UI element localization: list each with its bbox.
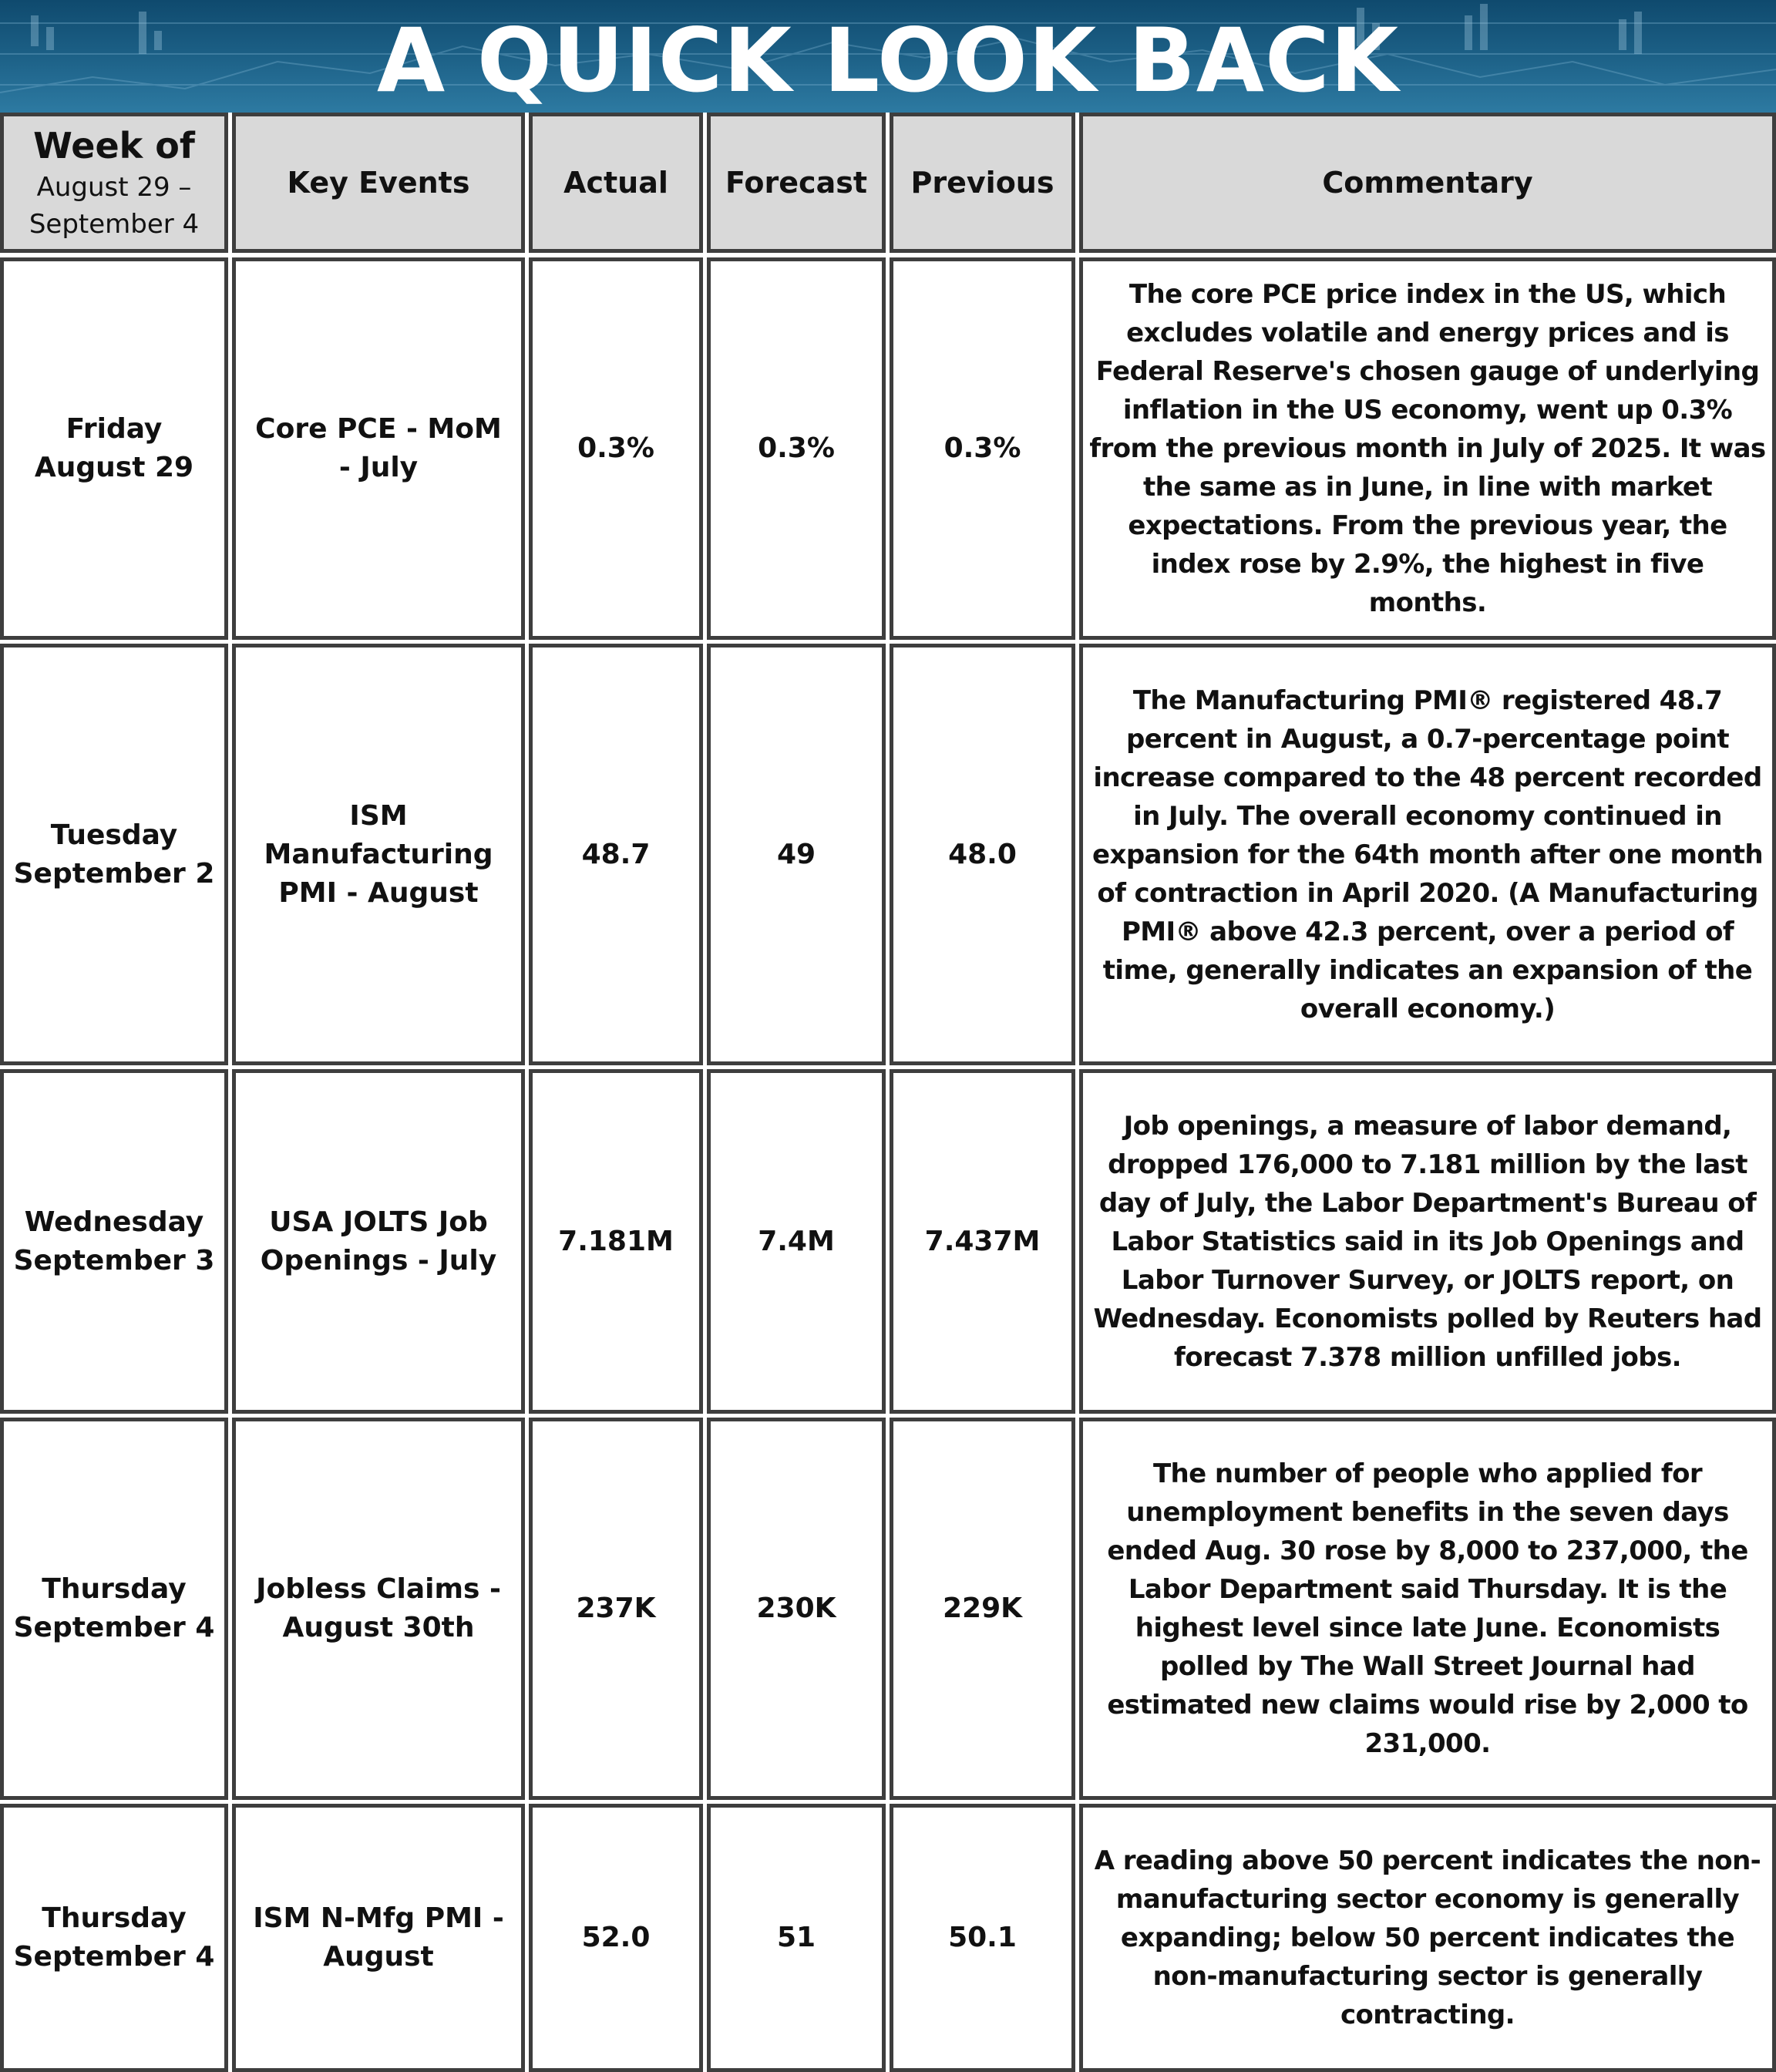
header-commentary (1079, 113, 1776, 253)
table-row-commentary-cell (1079, 1418, 1776, 1800)
row-previous: 0.3% (944, 432, 1021, 464)
row-actual: 52.0 (581, 1922, 651, 1953)
key-events-label: Key Events (287, 166, 470, 200)
row-forecast: 230K (756, 1593, 836, 1624)
table-row-previous-cell (890, 1804, 1075, 2072)
row-event: Core PCE - MoM - July (255, 413, 502, 483)
table-row-previous-cell (890, 644, 1075, 1065)
row-commentary: The number of people who applied for unemployment benefits in the seven days ended Aug. 30 rose by 8,000 to 237,000, the Labor Department said Thursday. It is the highest level since late June. Economists polled by The Wall Street Journal had estimated new claims would rise by 2,000 to 231,000. (1107, 1458, 1748, 1759)
row-day: Thursday (42, 1902, 187, 1934)
table-row-forecast-cell (707, 257, 886, 640)
table-row-actual-cell (529, 1069, 703, 1414)
row-date: September 3 (13, 1244, 215, 1276)
table-row-previous-cell (890, 257, 1075, 640)
table-row-actual-cell (529, 644, 703, 1065)
row-previous: 50.1 (948, 1922, 1017, 1953)
row-commentary: The Manufacturing PMI® registered 48.7 percent in August, a 0.7-percentage point increase compared to the 48 percent recorded in July. The overall economy continued in expansion for the 64th month after one month of contraction in April 2020. (A Manufacturing PMI® above 42.3 percent, over a period of time, generally indicates an expansion of the overall economy.) (1092, 684, 1763, 1024)
previous-label: Previous (910, 166, 1054, 200)
row-date: September 4 (13, 1941, 215, 1973)
header-forecast (707, 113, 886, 253)
table-row-previous-cell (890, 1069, 1075, 1414)
table-row-forecast-cell (707, 644, 886, 1065)
table-row-actual-cell (529, 257, 703, 640)
row-event: USA JOLTS Job Openings - July (260, 1206, 497, 1276)
table-row-date-cell (0, 257, 228, 640)
row-forecast: 49 (776, 838, 816, 870)
forecast-label: Forecast (725, 166, 867, 200)
row-date: August 29 (34, 452, 194, 483)
row-day: Tuesday (50, 819, 178, 851)
week-of-label: Week of (33, 125, 195, 166)
row-previous: 7.437M (924, 1225, 1041, 1257)
row-commentary: A reading above 50 percent indicates the non-manufacturing sector economy is generally expanding; below 50 percent indicates the non-manufacturing sector is generally contracting. (1094, 1845, 1761, 2030)
row-event: Jobless Claims - August 30th (256, 1573, 501, 1643)
page-title: A QUICK LOOK BACK (376, 9, 1400, 112)
row-previous: 48.0 (948, 838, 1017, 870)
actual-label: Actual (563, 166, 668, 200)
row-day: Friday (66, 413, 163, 445)
table-row-date-cell (0, 1418, 228, 1800)
row-forecast: 7.4M (758, 1225, 835, 1257)
table-row-commentary-cell (1079, 1069, 1776, 1414)
row-actual: 0.3% (577, 432, 654, 464)
row-actual: 237K (576, 1593, 656, 1624)
table-row-event-cell (232, 644, 525, 1065)
table-row-event-cell (232, 1804, 525, 2072)
table-row-event-cell (232, 257, 525, 640)
table-row-event-cell (232, 1418, 525, 1800)
row-day: Thursday (42, 1573, 187, 1605)
table-row-commentary-cell (1079, 1804, 1776, 2072)
row-actual: 7.181M (558, 1225, 674, 1257)
commentary-label: Commentary (1322, 166, 1533, 200)
row-forecast: 51 (776, 1922, 816, 1953)
header-week-of (0, 113, 228, 253)
table-row-date-cell (0, 1069, 228, 1414)
row-event: ISM N-Mfg PMI - August (253, 1902, 504, 1973)
table-row-event-cell (232, 1069, 525, 1414)
row-event: ISM Manufacturing PMI - August (264, 799, 493, 909)
table-row-commentary-cell (1079, 257, 1776, 640)
row-forecast: 0.3% (758, 432, 835, 464)
row-commentary: Job openings, a measure of labor demand, dropped 176,000 to 7.181 million by the last day of July, the Labor Department's Bureau of Labor Statistics said in its Job Openings and Labor Turnover Survey, or JOLTS report, on Wednesday. Economists polled by Reuters had forecast 7.378 million unfilled jobs. (1093, 1110, 1762, 1373)
table-row-commentary-cell (1079, 644, 1776, 1065)
row-date: September 2 (13, 857, 215, 890)
table-row-actual-cell (529, 1418, 703, 1800)
row-day: Wednesday (24, 1206, 204, 1238)
table-row-forecast-cell (707, 1804, 886, 2072)
header-key-events (232, 113, 525, 253)
week-range-start: August 29 – (36, 172, 192, 203)
banner (0, 0, 1776, 113)
week-range-end: September 4 (29, 209, 200, 240)
table-row-previous-cell (890, 1418, 1075, 1800)
row-date: September 4 (13, 1612, 215, 1643)
row-previous: 229K (942, 1593, 1023, 1624)
table-row-date-cell (0, 644, 228, 1065)
row-actual: 48.7 (581, 838, 651, 870)
table-row-forecast-cell (707, 1069, 886, 1414)
row-commentary: The core PCE price index in the US, which excludes volatile and energy prices and is Federal Reserve's chosen gauge of underlying inflation in the US economy, went up 0.3% from the previous month in July of 2025. It was the same as in June, in line with market expectations. From the previous year, the index rose by 2.9%, the highest in five months. (1089, 279, 1766, 618)
header-previous (890, 113, 1075, 253)
table-row-forecast-cell (707, 1418, 886, 1800)
header-actual (529, 113, 703, 253)
table-row-date-cell (0, 1804, 228, 2072)
table-row-actual-cell (529, 1804, 703, 2072)
